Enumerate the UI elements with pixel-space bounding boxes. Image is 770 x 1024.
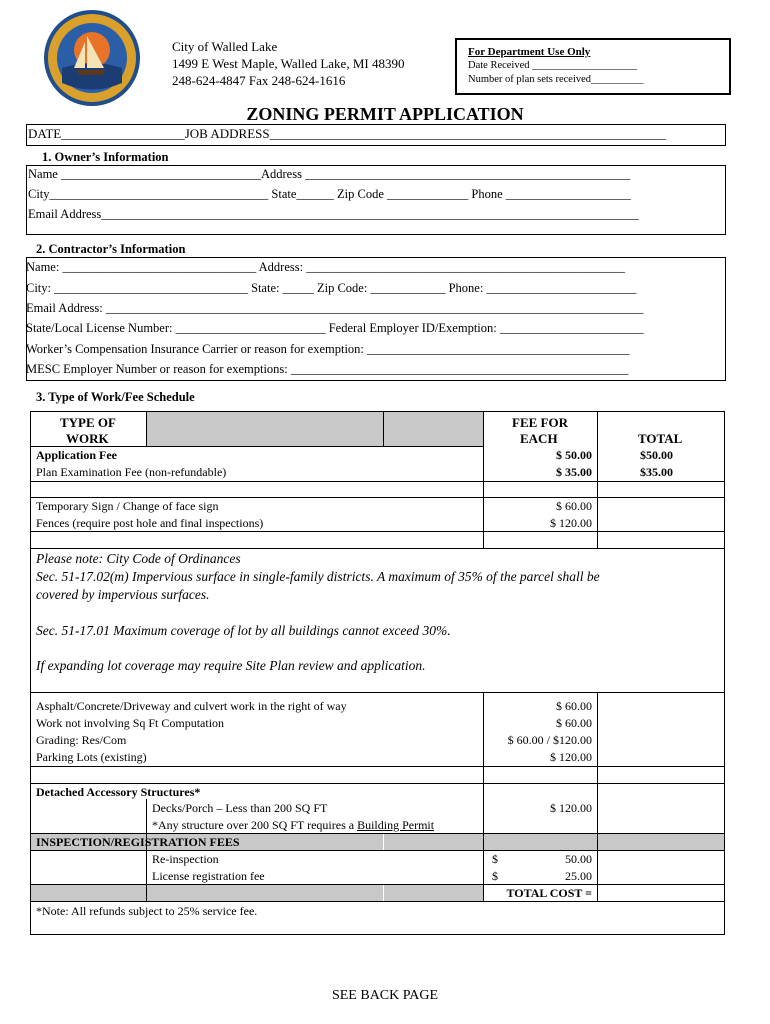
- col-fee-header-2: EACH: [520, 431, 558, 446]
- asphalt-label: Asphalt/Concrete/Driveway and culvert work in the right of way: [36, 699, 347, 713]
- decks-label: Decks/Porch – Less than 200 SQ FT: [152, 801, 328, 815]
- inspection-shade-e: [598, 834, 724, 850]
- ordinance-note-5: If expanding lot coverage may require Site Plan review and application.: [36, 658, 426, 673]
- application-fee-amount: $ 50.00: [556, 448, 592, 462]
- building-permit-link[interactable]: Building Permit: [357, 818, 435, 832]
- over-200-note: [152, 818, 434, 833]
- contractor-email-field[interactable]: Email Address: ______________________________________________________________________________________: [26, 301, 644, 315]
- no-sqft-label: Work not involving Sq Ft Computation: [36, 716, 225, 730]
- ordinance-note-4: Sec. 51-17.01 Maximum coverage of lot by all buildings cannot exceed 30%.: [36, 623, 451, 638]
- page-title: ZONING PERMIT APPLICATION: [246, 104, 524, 124]
- application-fee-label: Application Fee: [36, 448, 117, 462]
- reinspection-amount: 50.00: [565, 852, 592, 866]
- total-shade-a: [31, 884, 146, 901]
- asphalt-amount: $ 60.00: [556, 699, 592, 713]
- owner-city-state-field[interactable]: City___________________________________ State______ Zip Code _____________ Phone ____________________: [28, 187, 631, 201]
- reinspection-label: Re-inspection: [152, 852, 219, 866]
- col-type-header-2: WORK: [66, 431, 109, 446]
- application-fee-total: $50.00: [640, 448, 673, 462]
- contractor-workers-comp-field[interactable]: Worker’s Compensation Insurance Carrier or reason for exemption: __________________________________________: [26, 342, 630, 356]
- temp-sign-amount: $ 60.00: [556, 499, 592, 513]
- inspection-shade-c: [384, 834, 483, 850]
- date-received-field[interactable]: Date Received ____________________: [468, 60, 638, 71]
- contractor-name-address-field[interactable]: Name: _______________________________ Address: ___________________________________________________: [26, 260, 625, 274]
- col-type-header-1: TYPE OF: [60, 415, 116, 430]
- city-name: City of Walled Lake: [172, 39, 278, 54]
- plan-exam-label: Plan Examination Fee (non-refundable): [36, 465, 227, 479]
- plan-sets-field[interactable]: Number of plan sets received__________: [468, 74, 644, 85]
- dept-heading: For Department Use Only: [468, 46, 591, 58]
- city-address-block: [172, 38, 404, 89]
- total-shade-c: [384, 884, 483, 901]
- detached-structures-label: Detached Accessory Structures*: [36, 785, 201, 799]
- no-sqft-amount: $ 60.00: [556, 716, 592, 730]
- grading-amount: $ 60.00 / $120.00: [507, 733, 592, 747]
- header-shade: [147, 412, 383, 446]
- reinspection-currency: $: [492, 852, 498, 866]
- contractor-license-field[interactable]: State/Local License Number: ________________________ Federal Employer ID/Exemption: _______________________: [26, 321, 644, 335]
- plan-exam-total: $35.00: [640, 465, 673, 479]
- inspection-fees-heading: INSPECTION/REGISTRATION FEES: [36, 835, 240, 849]
- col-total-header: TOTAL: [638, 431, 683, 446]
- ordinance-note-3: covered by impervious surfaces.: [36, 587, 210, 602]
- over-200-text: *Any structure over 200 SQ FT requires a: [152, 818, 358, 832]
- fee-schedule-heading: 3. Type of Work/Fee Schedule: [36, 390, 195, 404]
- total-shade-b: [147, 884, 383, 901]
- refund-note: *Note: All refunds subject to 25% service fee.: [36, 904, 258, 918]
- owner-name-address-field[interactable]: Name ________________________________Address ____________________________________________________: [28, 167, 631, 181]
- license-label: License registration fee: [152, 869, 265, 883]
- fences-amount: $ 120.00: [550, 516, 592, 530]
- decks-amount: $ 120.00: [550, 801, 592, 815]
- city-seal-logo: [42, 8, 142, 108]
- contractor-mesc-field[interactable]: MESC Employer Number or reason for exemptions: ______________________________________________________: [26, 362, 629, 376]
- plan-exam-amount: $ 35.00: [556, 465, 592, 479]
- department-use-box: [455, 38, 731, 95]
- grading-label: Grading: Res/Com: [36, 733, 127, 747]
- owner-heading: 1. Owner’s Information: [42, 150, 169, 164]
- parking-amount: $ 120.00: [550, 750, 592, 764]
- col-fee-header-1: FEE FOR: [512, 415, 568, 430]
- see-back-page: SEE BACK PAGE: [331, 988, 439, 1003]
- ordinance-note-2: Sec. 51-17.02(m) Impervious surface in single-family districts. A maximum of 35% of the parcel shall be: [36, 569, 600, 584]
- license-currency: $: [492, 869, 498, 883]
- fences-label: Fences (require post hole and final inspections): [36, 516, 264, 530]
- contractor-heading: 2. Contractor’s Information: [36, 242, 186, 256]
- total-cost-label: TOTAL COST =: [506, 886, 592, 900]
- contractor-city-state-field[interactable]: City: _______________________________ State: _____ Zip Code: ____________ Phone: ________________________: [26, 281, 637, 295]
- city-street: 1499 E West Maple, Walled Lake, MI 48390: [172, 56, 405, 71]
- city-phone: 248-624-4847 Fax 248-624-1616: [172, 73, 346, 88]
- inspection-shade-d: [484, 834, 597, 850]
- temp-sign-label: Temporary Sign / Change of face sign: [36, 499, 219, 513]
- ordinance-note-1: Please note: City Code of Ordinances: [36, 551, 241, 566]
- header-shade-2: [384, 412, 483, 446]
- license-amount: 25.00: [565, 869, 592, 883]
- parking-label: Parking Lots (existing): [36, 750, 147, 764]
- owner-email-field[interactable]: Email Address______________________________________________________________________________________: [28, 207, 639, 221]
- date-job-address-field[interactable]: DATE___________________JOB ADDRESS_____________________________________________________________: [28, 126, 667, 141]
